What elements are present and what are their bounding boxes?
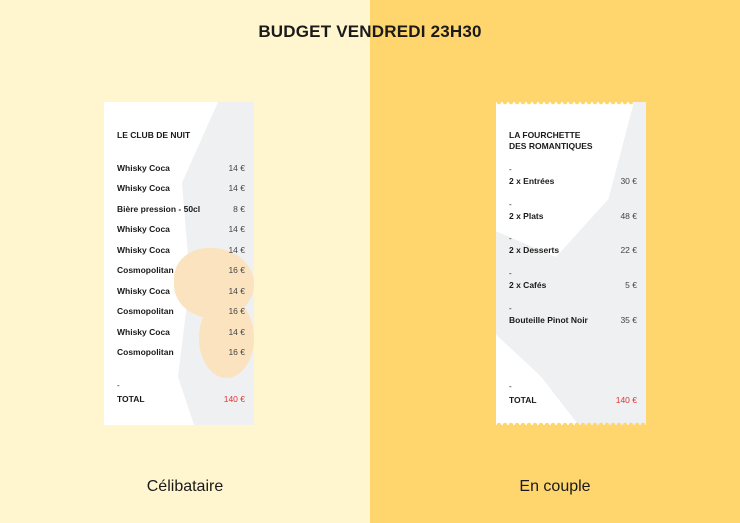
- item-price: 16 €: [228, 347, 245, 357]
- item-price: 14 €: [228, 327, 245, 337]
- item-price: 22 €: [620, 245, 637, 255]
- receipt-total: [509, 395, 637, 407]
- total-label: TOTAL: [117, 394, 145, 404]
- item-price: 5 €: [625, 280, 637, 290]
- item-name: Cosmopolitan: [117, 306, 174, 316]
- item-name: Cosmopolitan: [117, 265, 174, 275]
- item-price: 16 €: [228, 265, 245, 275]
- receipt-heading: [509, 130, 593, 152]
- receipt-line: [509, 211, 637, 223]
- item-price: 14 €: [228, 163, 245, 173]
- item-name: 2 x Plats: [509, 211, 544, 221]
- total-label: TOTAL: [509, 395, 537, 405]
- receipt-total: [117, 394, 245, 406]
- item-price: 30 €: [620, 176, 637, 186]
- receipt-line: [117, 306, 245, 318]
- receipt-heading: LE CLUB DE NUIT: [117, 130, 191, 140]
- item-name: 2 x Entrées: [509, 176, 555, 186]
- receipt-line: [117, 163, 245, 175]
- item-price: 14 €: [228, 224, 245, 234]
- item-dash: -: [509, 200, 512, 209]
- receipt-heading-line1: LA FOURCHETTE: [509, 130, 581, 140]
- item-price: 48 €: [620, 211, 637, 221]
- item-dash: -: [509, 304, 512, 313]
- item-dash: -: [509, 234, 512, 243]
- nightclub-receipt: [104, 102, 254, 425]
- receipt-line: [117, 183, 245, 195]
- receipt-heading-line2: DES ROMANTIQUES: [509, 141, 593, 151]
- receipt-line: [509, 280, 637, 292]
- item-name: Cosmopolitan: [117, 347, 174, 357]
- receipt-line: [509, 245, 637, 257]
- total-separator: -: [509, 382, 512, 391]
- receipt-line: [117, 204, 245, 216]
- item-name: Whisky Coca: [117, 163, 170, 173]
- item-price: 8 €: [233, 204, 245, 214]
- total-value: 140 €: [223, 394, 245, 404]
- total-separator: -: [117, 381, 120, 390]
- receipt-line: [117, 347, 245, 359]
- item-name: Whisky Coca: [117, 224, 170, 234]
- receipt-line: [509, 315, 637, 327]
- item-price: 14 €: [228, 286, 245, 296]
- item-dash: -: [509, 269, 512, 278]
- item-price: 35 €: [620, 315, 637, 325]
- single-caption: Célibataire: [146, 478, 224, 495]
- receipt-line: [509, 176, 637, 188]
- item-dash: -: [509, 165, 512, 174]
- receipt-line: [117, 224, 245, 236]
- receipt-line: [117, 265, 245, 277]
- restaurant-receipt: [496, 102, 646, 425]
- item-name: 2 x Desserts: [509, 245, 560, 255]
- item-name: Bouteille Pinot Noir: [509, 315, 588, 325]
- item-name: Whisky Coca: [117, 286, 170, 296]
- total-value: 140 €: [615, 395, 637, 405]
- item-name: Whisky Coca: [117, 183, 170, 193]
- receipt-line: [117, 327, 245, 339]
- receipt-line: [117, 286, 245, 298]
- item-name: Whisky Coca: [117, 245, 170, 255]
- item-price: 14 €: [228, 245, 245, 255]
- item-price: 14 €: [228, 183, 245, 193]
- receipt-line: [117, 245, 245, 257]
- item-name: 2 x Cafés: [509, 280, 547, 290]
- item-name: Bière pression - 50cl: [117, 204, 201, 214]
- couple-caption: En couple: [519, 478, 591, 495]
- page-title: BUDGET VENDREDI 23H30: [258, 22, 482, 41]
- item-name: Whisky Coca: [117, 327, 170, 337]
- item-price: 16 €: [228, 306, 245, 316]
